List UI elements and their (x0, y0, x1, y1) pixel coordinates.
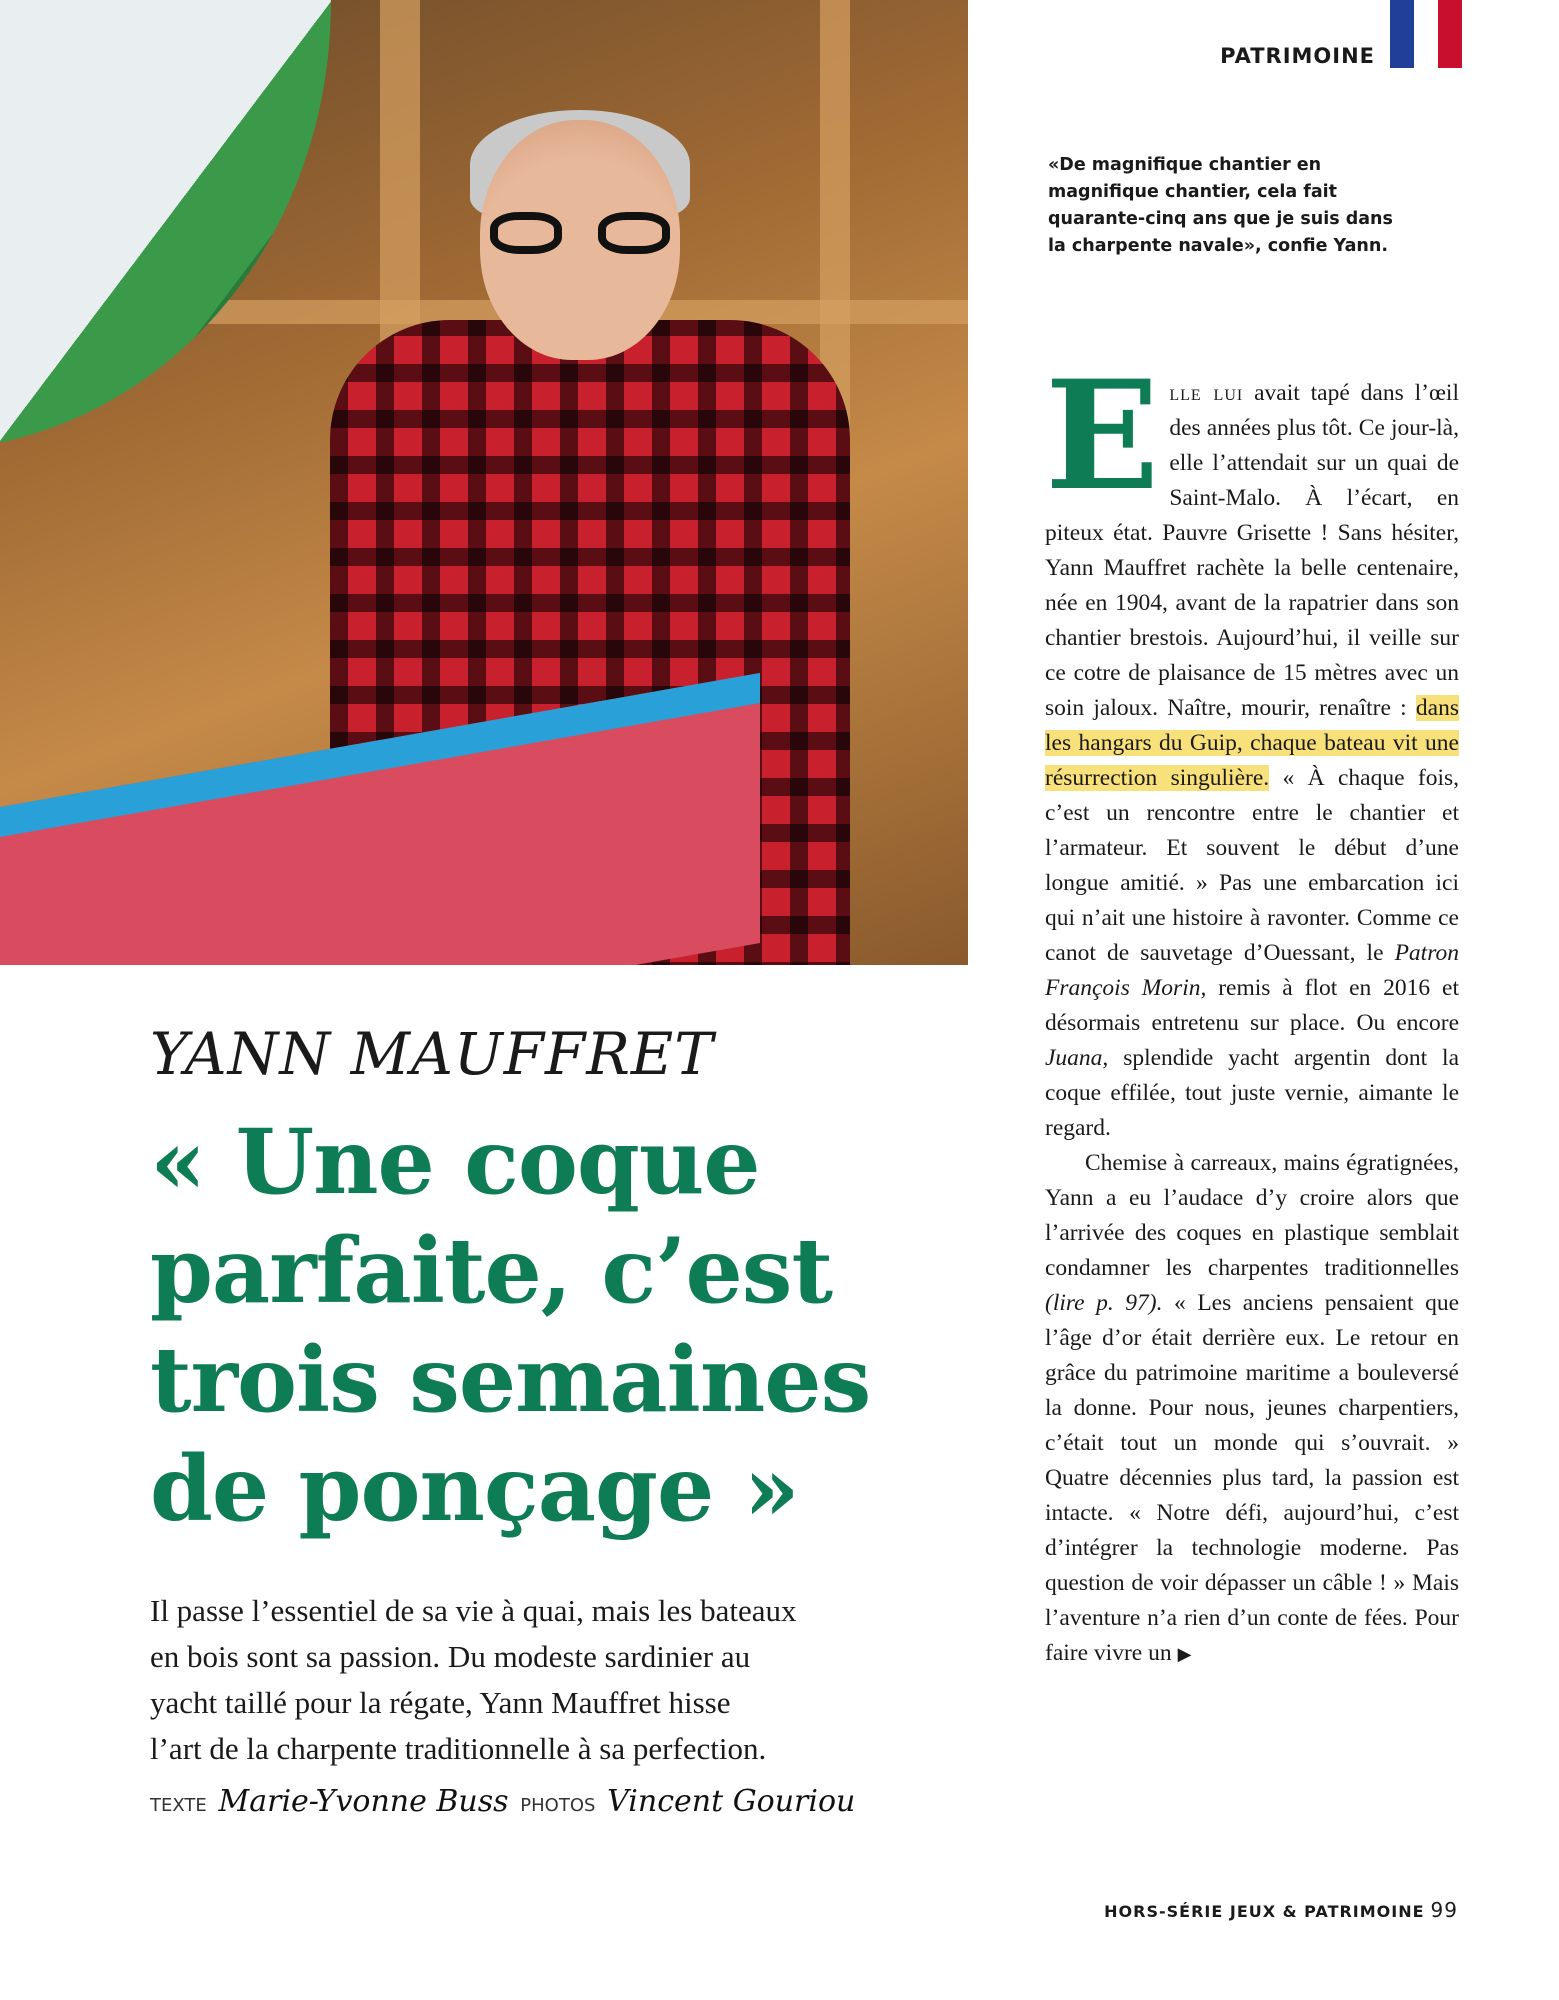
headline: « Une coque parfaite, c’est trois semaines de ponçage » (150, 1109, 871, 1542)
page-number: 99 (1430, 1898, 1458, 1922)
highlighted-text: dans les hangars du Guip, chaque bateau vit une résurrection singulière. (1045, 695, 1459, 791)
continue-arrow-icon: ▶ (1177, 1644, 1192, 1664)
glasses-icon (490, 212, 670, 258)
subject-name: YANN MAUFFRET (150, 1020, 714, 1088)
page-footer (1080, 1898, 1458, 1922)
body-paragraph-2: Chemise à carreaux, mains égratignées, Yann a eu l’audace d’y croire alors que l’arrivée des coques en plastique semblait condamner les charpentes traditionnelles (lire p. 97). « Les anciens pensaient que l’âge d’or était derrière eux. Le retour en grâce du patrimoine maritime a bouleversé la donne. Pour nous, jeunes charpentiers, c’était tout un monde qui s’ouvrait. » Quatre décennies plus tard, la passion est intacte. « Notre défi, aujourd’hui, c’est d’intégrer la technologie moderne. Pas question de voir dépasser un câble ! » Mais l’aventure n’a rien d’un conte de fées. Pour faire vivre un ▶ (1045, 1150, 1459, 1666)
section-rubric: PATRIMOINE (1220, 44, 1375, 68)
hero-photo (0, 0, 968, 965)
french-flag-icon (1390, 0, 1462, 68)
article-body (1045, 348, 1460, 1672)
publication-name: HORS-SÉRIE JEUX & PATRIMOINE (1104, 1902, 1425, 1921)
author-signature: Marie-Yvonne Buss (218, 1784, 509, 1819)
standfirst: Il passe l’essentiel de sa vie à quai, mais les bateaux en bois sont sa passion. Du modeste sardinier au yacht taillé pour la régate, Yann Mauffret hisse l’art de la charpente traditionnelle à sa perfection. (150, 1593, 797, 1766)
body-paragraph-1: Elle lui avait tapé dans l’œil des années plus tôt. Ce jour-là, elle l’attendait sur un quai de Saint-Malo. À l’écart, en piteux état. Pauvre Grisette ! Sans hésiter, Yann Mauffret rachète la belle centenaire, née en 1904, avant de la rapatrier dans son chantier brestois. Aujourd’hui, il veille sur ce cotre de plaisance de 15 mètres avec un soin jaloux. Naître, mourir, renaître : dans les hangars du Guip, chaque bateau vit une résurrection singulière. « À chaque fois, c’est un rencontre entre le chantier et l’armateur. Et souvent le début d’une longue amitié. » Pas une embarcation ici qui n’ait une histoire à ravonter. Comme ce canot de sauvetage d’Ouessant, le Patron François Morin, remis à flot en 2016 et désormais entretenu sur place. Ou encore Juana, splendide yacht argentin dont la coque effilée, tout juste vernie, aimante le regard. (1045, 348, 1460, 1141)
credits: TEXTE Marie-Yvonne Buss PHOTOS Vincent Gouriou (150, 1784, 856, 1819)
photographer-signature: Vincent Gouriou (607, 1784, 856, 1819)
photo-caption: «De magnifique chantier en magnifique chantier, cela fait quarante-cinq ans que je suis dans la charpente navale», confie Yann. (1048, 155, 1393, 256)
drop-cap: E (1045, 348, 1160, 524)
